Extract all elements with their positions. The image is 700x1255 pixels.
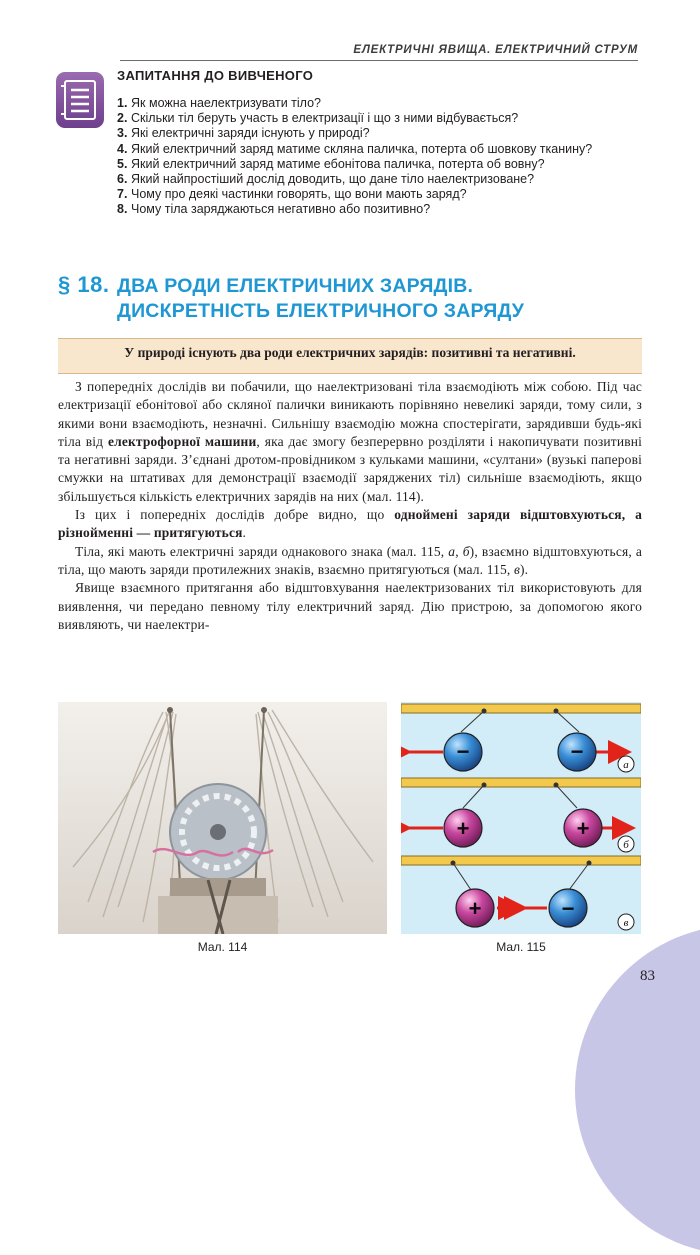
question-item: 8. Чому тіла заряджаються негативно або позитивно? — [117, 202, 431, 217]
figure-115-charges-diagram — [401, 702, 641, 934]
figure-114-caption: Мал. 114 — [197, 940, 248, 954]
section-number: § 18. — [58, 272, 110, 297]
question-item: 1. Як можна наелектризувати тіло? — [117, 96, 322, 110]
question-item: 4. Який електричний заряд матиме скляна паличка, потерта об шовкову тканину? — [117, 141, 593, 156]
charge-sign: − — [456, 739, 470, 764]
panel-label: в — [623, 917, 629, 929]
header-rule — [120, 60, 638, 61]
charge-sign: − — [561, 896, 575, 921]
panel-a — [401, 704, 641, 772]
paragraph: З попередніх дослідів ви побачили, що наелектризовані тіла взаємодіють між собою. Під час електризації ебонітової або скляної палички виникають порівняно невеликі заряди, тому сили, з якими вони взаємодіють, незначні. Сильнішу взаємодію можна спостерігати, зарядивши будь-які тіла від електрофорної машини, яка дає змогу безперервно розділяти і накопичувати позитивні та негативні заряди. З’єднані дротом-провідником з кульками машини, «султани» (вузькі паперові смужки на штативах для демонстрації взаємодії заряджених тіл) сильніше взаємодіють, якщо збільшується кількість електричних зарядів на них (мал. 114). — [58, 379, 642, 504]
key-statement: У природі існують два роди електричних зарядів: позитивні та негативні. — [124, 345, 576, 360]
questions-list — [117, 96, 642, 218]
questions-title: ЗАПИТАННЯ ДО ВИВЧЕНОГО — [117, 68, 314, 83]
question-list-icon — [56, 72, 104, 128]
paragraph: Із цих і попередніх дослідів добре видно, що одноймені заряди відштовхуються, а різнойменні — притягуються. — [58, 507, 642, 541]
panel-b — [401, 778, 641, 852]
charge-sign: + — [468, 896, 482, 921]
charge-sign: − — [570, 739, 584, 764]
charge-sign: + — [576, 816, 590, 841]
figure-115-caption: Мал. 115 — [496, 940, 546, 954]
section-title-line1: ДВА РОДИ ЕЛЕКТРИЧНИХ ЗАРЯДІВ. — [117, 275, 474, 297]
panel-label: а — [623, 759, 629, 771]
paragraph: Явище взаємного притягання або відштовхування наелектризованих тіл використовують для виявлення, чи передано певному тілу електричний заряд. Дію пристрою, за допомогою якого виявляють, чи наелектри- — [58, 580, 642, 632]
charge-sign: + — [456, 816, 470, 841]
page-number: 83 — [640, 968, 655, 984]
question-item: 7. Чому про деякі частинки говорять, що вони мають заряд? — [117, 187, 467, 202]
paragraph: Тіла, які мають електричні заряди однакового знака (мал. 115, а, б), взаємно відштовхуються, а тіла, що мають заряди протилежних знаків, взаємно притягуються (мал. 115, в). — [58, 543, 642, 577]
question-item: 5. Який електричний заряд матиме ебонітова паличка, потерта об вовну? — [117, 156, 545, 171]
section-title-line2: ДИСКРЕТНІСТЬ ЕЛЕКТРИЧНОГО ЗАРЯДУ — [117, 300, 525, 322]
question-item: 3. Які електричні заряди існують у природі? — [117, 126, 370, 141]
corner-decoration — [575, 925, 700, 1255]
section-title — [117, 274, 524, 324]
panel-c — [401, 856, 641, 930]
question-item: 2. Скільки тіл беруть участь в електризації і що з ними відбувається? — [117, 111, 519, 126]
body-text — [58, 378, 642, 634]
figure-114-electrophore-photo — [58, 702, 387, 934]
question-item: 6. Який найпростіший дослід доводить, що дане тіло наелектризоване? — [117, 172, 535, 187]
panel-label: б — [623, 839, 629, 851]
running-header: ЕЛЕКТРИЧНІ ЯВИЩА. ЕЛЕКТРИЧНИЙ СТРУМ — [353, 44, 638, 56]
